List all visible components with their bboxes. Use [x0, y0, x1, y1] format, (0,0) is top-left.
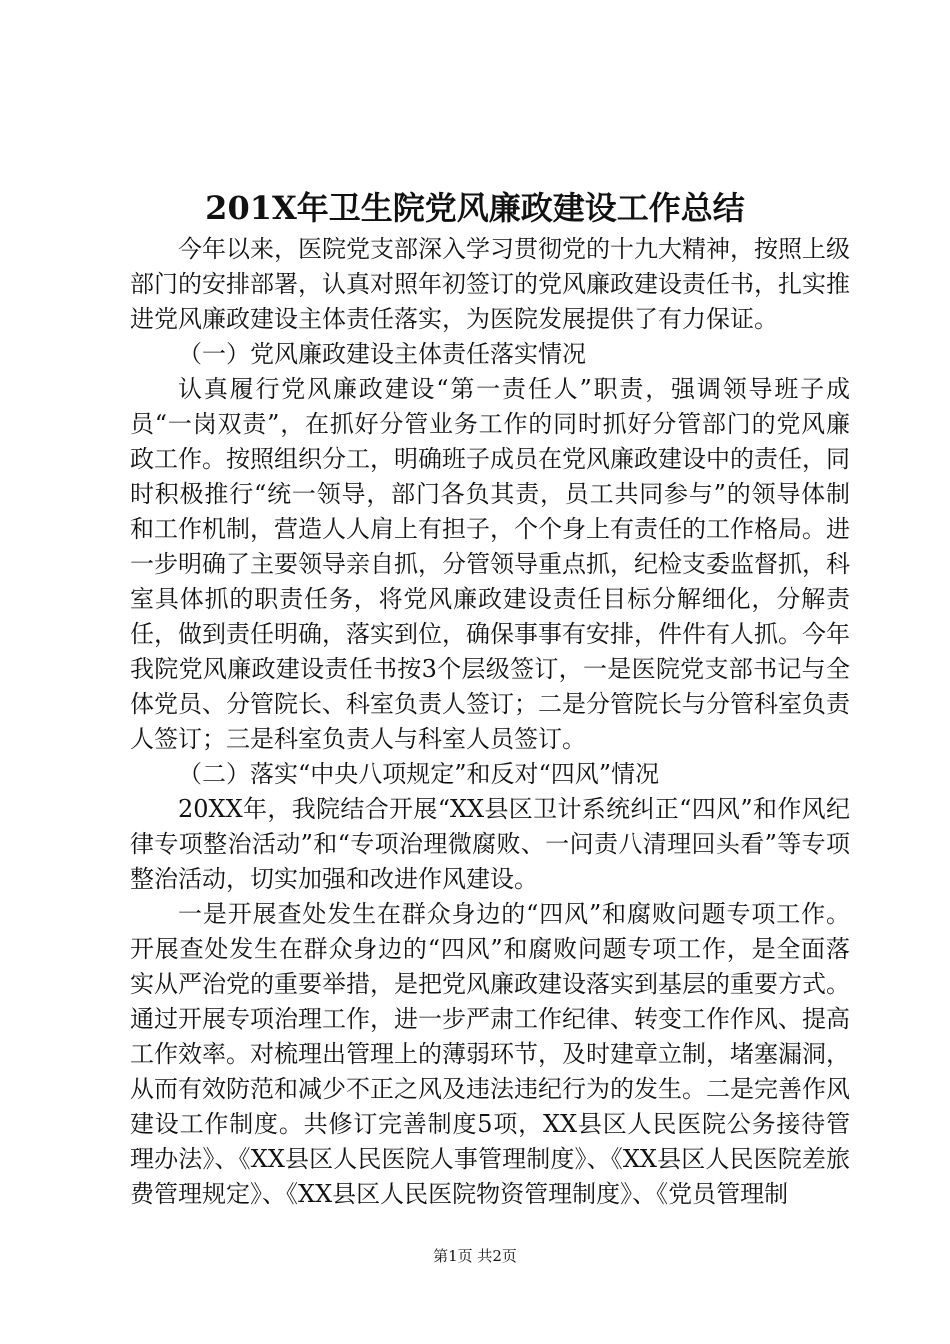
- document-title: 201X年卫生院党风廉政建设工作总结: [205, 189, 745, 227]
- document-body: [130, 232, 850, 1212]
- paragraph-responsibility: 认真履行党风廉政建设“第一责任人”职责，强调领导班子成员“一岗双责”，在抓好分管业务工作的同时抓好分管部门的党风廉政工作。按照组织分工，明确班子成员在党风廉政建设中的责任，同时积极推行“统一领导，部门各负其责，员工共同参与”的领导体制和工作机制，营造人人肩上有担子，个个身上有责任的工作格局。进一步明确了主要领导亲自抓，分管领导重点抓，纪检支委监督抓，科室具体抓的职责任务，将党风廉政建设责任目标分解细化，分解责任，做到责任明确，落实到位，确保事事有安排，件件有人抓。今年我院党风廉政建设责任书按3个层级签订，一是医院党支部书记与全体党员、分管院长、科室负责人签订；二是分管院长与分管科室负责人签订；三是科室负责人与科室人员签订。: [130, 375, 850, 753]
- paragraph-measures: 一是开展查处发生在群众身边的“四风”和腐败问题专项工作。开展查处发生在群众身边的“四风”和腐败问题专项工作，是全面落实从严治党的重要举措，是把党风廉政建设落实到基层的重要方式。通过开展专项治理工作，进一步严肃工作纪律、转变工作作风、提高工作效率。对梳理出管理上的薄弱环节，及时建章立制，堵塞漏洞，从而有效防范和减少不正之风及违法违纪行为的发生。二是完善作风建设工作制度。共修订完善制度5项，XX县区人民医院公务接待管理办法》、《XX县区人民医院人事管理制度》、《XX县区人民医院差旅费管理规定》、《XX县区人民医院物资管理制度》、《党员管理制: [130, 900, 850, 1208]
- paragraph-campaign: 20XX年，我院结合开展“XX县区卫计系统纠正“四风”和作风纪律专项整治活动”和“专项治理微腐败、一问责八清理回头看”等专项整治活动，切实加强和改进作风建设。: [130, 795, 850, 893]
- section-heading-1: （一）党风廉政建设主体责任落实情况: [178, 340, 586, 368]
- paragraph-intro: 今年以来，医院党支部深入学习贯彻党的十九大精神，按照上级部门的安排部署，认真对照年初签订的党风廉政建设责任书，扎实推进党风廉政建设主体责任落实，为医院发展提供了有力保证。: [130, 235, 850, 333]
- page-number-footer: 第1页 共2页: [433, 1247, 517, 1265]
- section-heading-2: （二）落实“中央八项规定”和反对“四风”情况: [178, 760, 660, 788]
